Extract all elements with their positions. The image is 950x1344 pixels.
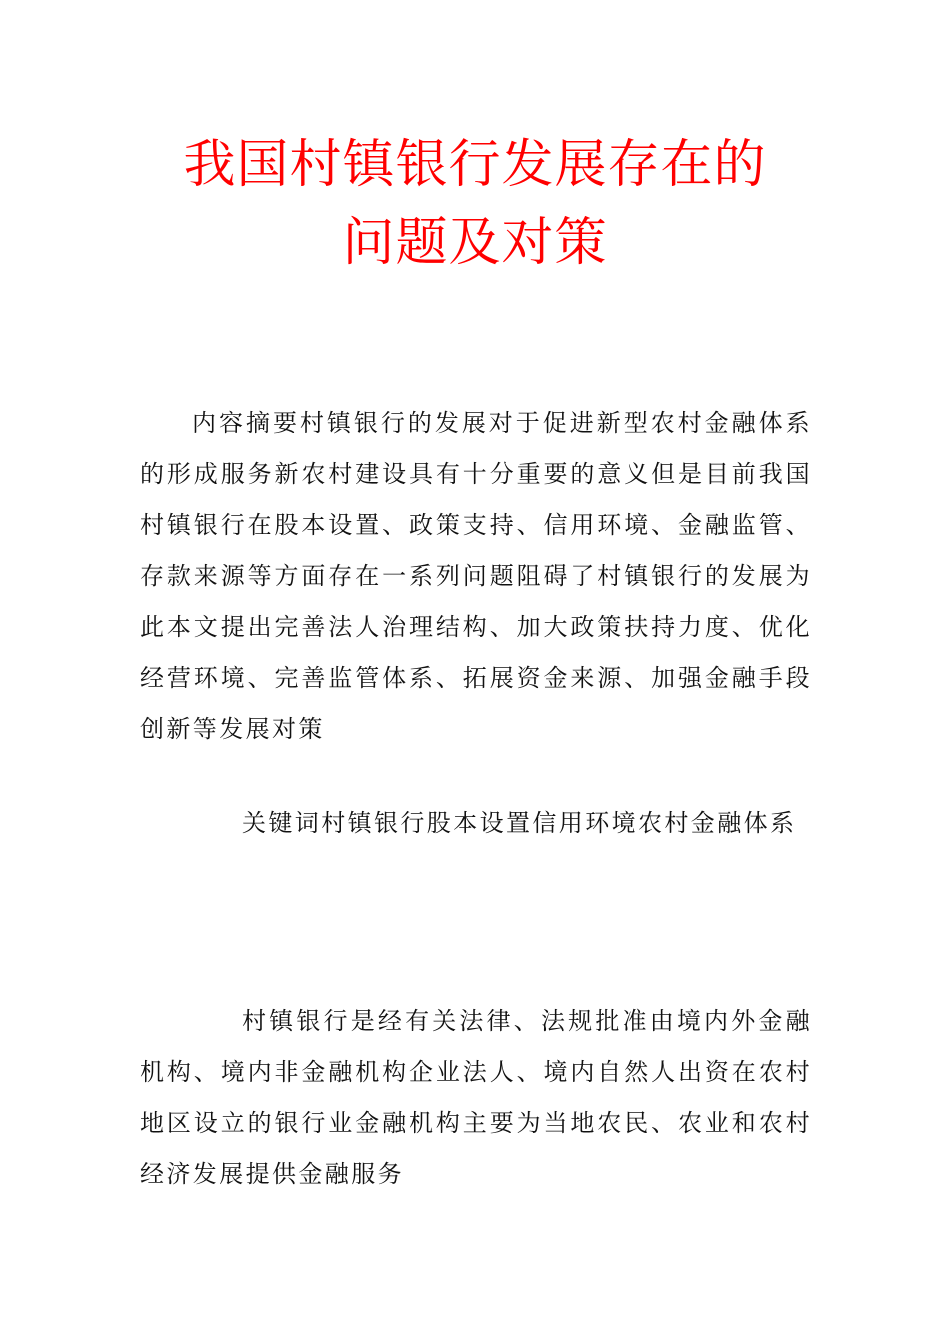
document-title [100, 126, 850, 282]
title-line-2: 问题及对策 [342, 213, 608, 273]
keywords-line: 关键词村镇银行股本设置信用环境农村金融体系 [242, 809, 797, 837]
abstract-paragraph: 内容摘要村镇银行的发展对于促进新型农村金融体系的形成服务新农村建设具有十分重要的意义但是目前我国村镇银行在股本设置、政策支持、信用环境、金融监管、存款来源等方面存在一系列问题阻碍了村镇银行的发展为此本文提出完善法人治理结构、加大政策扶持力度、优化经营环境、完善监管体系、拓展资金来源、加强金融手段创新等发展对策 [140, 409, 812, 743]
title-line-1: 我国村镇银行发展存在的 [183, 135, 767, 195]
body-paragraph: 村镇银行是经有关法律、法规批准由境内外金融机构、境内非金融机构企业法人、境内自然人出资在农村地区设立的银行业金融机构主要为当地农民、农业和农村经济发展提供金融服务 [140, 1007, 812, 1188]
